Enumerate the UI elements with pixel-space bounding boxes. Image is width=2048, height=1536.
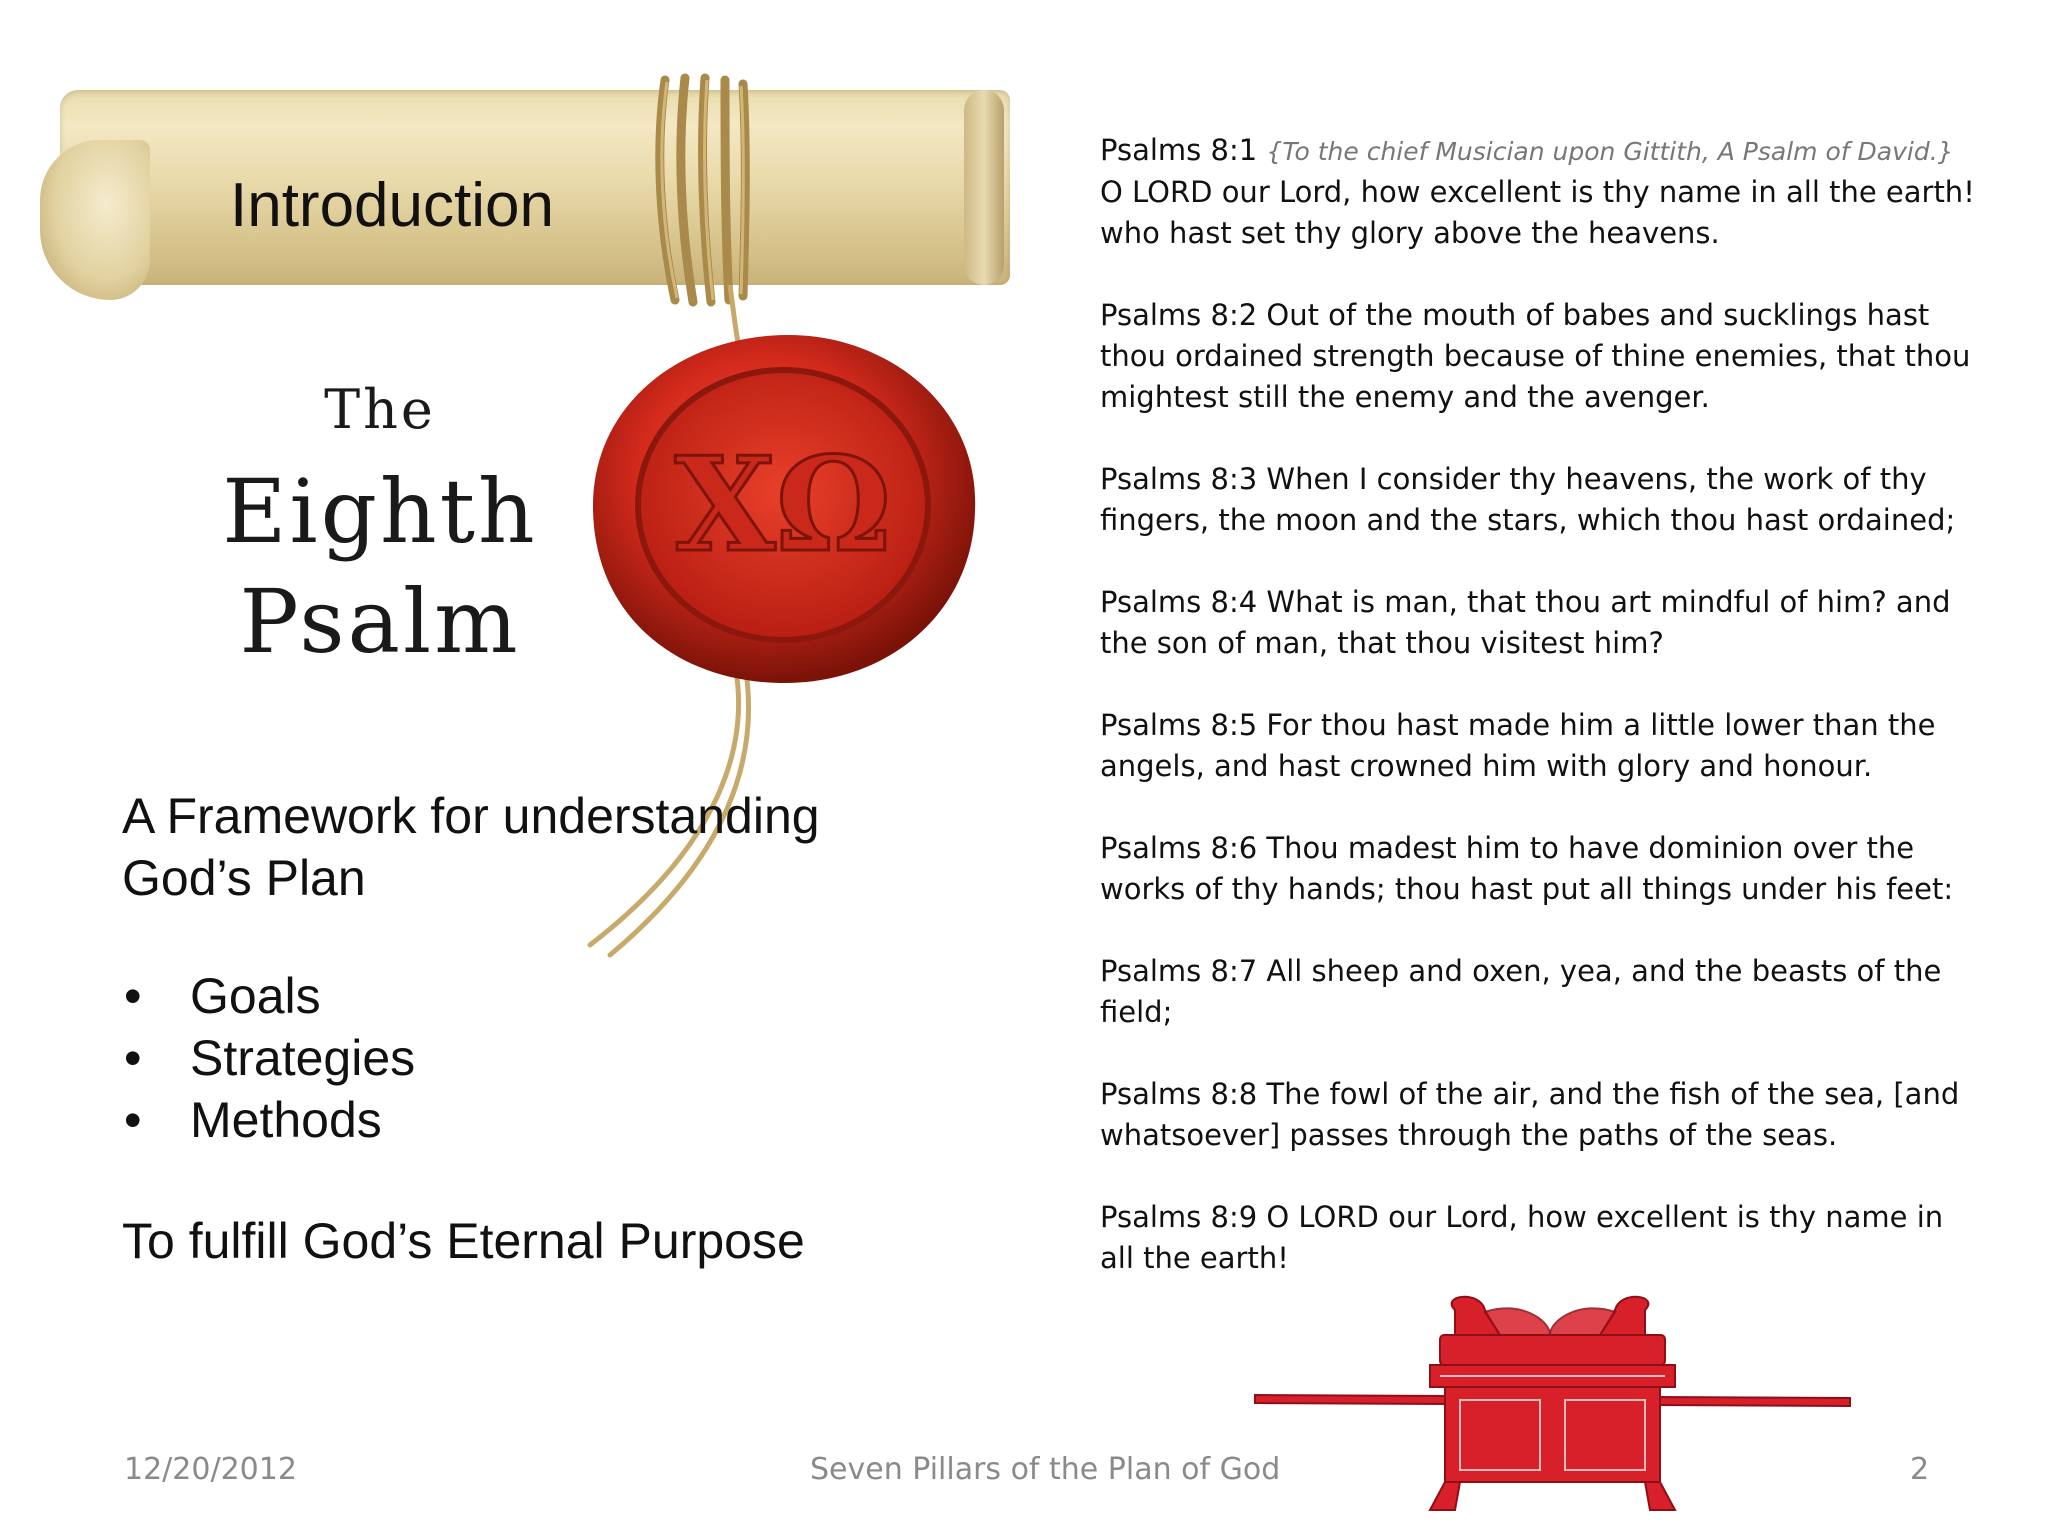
- verse-text: The fowl of the air, and the fish of the sea, [and whatsoever] passes through the paths of the seas.: [1100, 1077, 1960, 1152]
- verse-item: [1100, 459, 1980, 541]
- bullet-item: [122, 965, 415, 1027]
- verse-text: Out of the mouth of babes and sucklings hast thou ordained strength because of thine enemies, that thou mightest still the enemy and the avenger.: [1100, 298, 1971, 414]
- wax-seal-icon: [585, 325, 985, 695]
- verse-text: Thou madest him to have dominion over the works of thy hands; thou hast put all things under his feet:: [1100, 831, 1954, 906]
- verse-ref: Psalms 8:9: [1100, 1200, 1258, 1234]
- purpose-text: To fulfill God’s Eternal Purpose: [122, 1213, 805, 1269]
- verse-item: [1100, 130, 1980, 254]
- verse-item: [1100, 828, 1980, 910]
- scroll-image: [40, 70, 1000, 310]
- verse-ref: Psalms 8:7: [1100, 954, 1258, 988]
- twine-icon: [645, 70, 760, 310]
- verse-text: O LORD our Lord, how excellent is thy name in all the earth!: [1100, 1200, 1944, 1275]
- bullet-item: [122, 1027, 415, 1089]
- verse-item: [1100, 582, 1980, 664]
- bullet-icon: •: [124, 968, 142, 1024]
- verse-ref: Psalms 8:8: [1100, 1077, 1258, 1111]
- title-psalm: Psalm: [239, 570, 521, 673]
- verse-text: O LORD our Lord, how excellent is thy name in all the earth! who hast set thy glory above the heavens.: [1100, 175, 1975, 250]
- framework-line-2: God’s Plan: [122, 850, 366, 906]
- framework-text: [122, 785, 922, 909]
- verse-item: [1100, 1074, 1980, 1156]
- verse-text: All sheep and oxen, yea, and the beasts of the field;: [1100, 954, 1942, 1029]
- verses-list: [1100, 130, 1980, 1320]
- scroll-title: Introduction: [230, 171, 554, 240]
- bullet-label: Methods: [190, 1092, 382, 1148]
- bullet-icon: •: [124, 1092, 142, 1148]
- framework-line-1: A Framework for understanding: [122, 788, 820, 844]
- verse-text: What is man, that thou art mindful of him? and the son of man, that thou visitest him?: [1100, 585, 1951, 660]
- verse-ref: Psalms 8:3: [1100, 462, 1258, 496]
- verse-item: [1100, 295, 1980, 418]
- verse-ref: Psalms 8:4: [1100, 585, 1258, 619]
- page-number: 2: [1910, 1452, 1930, 1487]
- bullet-label: Strategies: [190, 1030, 416, 1086]
- verse-ref: Psalms 8:1: [1100, 133, 1258, 167]
- title-the: The: [324, 378, 436, 441]
- verse-item: [1100, 705, 1980, 787]
- verse-text: When I consider thy heavens, the work of thy fingers, the moon and the stars, which thou hast ordained;: [1100, 462, 1956, 537]
- verse-item: [1100, 951, 1980, 1033]
- verse-ref: Psalms 8:2: [1100, 298, 1258, 332]
- bullet-item: [122, 1089, 415, 1151]
- bullet-label: Goals: [190, 968, 321, 1024]
- scroll-edge: [964, 90, 1004, 285]
- verse-text: For thou hast made him a little lower than the angels, and hast crowned him with glory and honour.: [1100, 708, 1936, 783]
- footer-date: 12/20/2012: [124, 1452, 297, 1487]
- scroll-curl: [40, 140, 150, 300]
- seal-monogram: XΩ: [674, 428, 892, 581]
- verse-note: {To the chief Musician upon Gittith, A Psalm of David.}: [1266, 137, 1954, 166]
- footer-title: Seven Pillars of the Plan of God: [810, 1452, 1281, 1487]
- bullet-icon: •: [124, 1030, 142, 1086]
- verse-item: [1100, 1197, 1980, 1279]
- verse-ref: Psalms 8:5: [1100, 708, 1258, 742]
- title-eighth: Eighth: [222, 460, 538, 563]
- verse-ref: Psalms 8:6: [1100, 831, 1258, 865]
- bullet-list: [122, 965, 415, 1151]
- ark-of-covenant-icon: [1250, 1290, 1860, 1515]
